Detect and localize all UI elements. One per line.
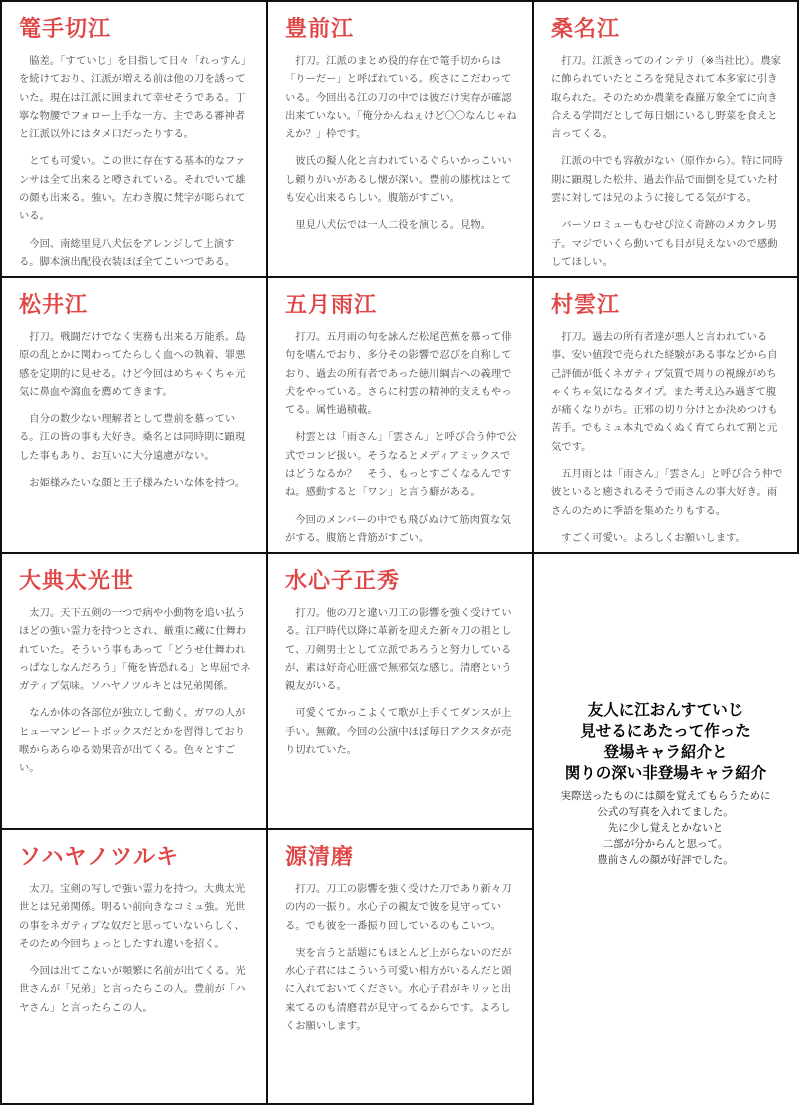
character-description <box>285 52 518 244</box>
description-paragraph: 打刀。他の刀と違い刀工の影響を強く受けている。江戸時代以降に革新を迎えた新々刀の祖として、刀剣男士として立派であろうと努力しているが、素は好奇心旺盛で無邪気な感じ。清磨という親友がいる。 <box>285 607 512 693</box>
character-card-sohaya <box>0 828 268 1105</box>
note-text-line: 豊前さんの顔が好評でした。 <box>597 854 734 866</box>
description-paragraph: 里見八犬伝では一人二役を演じる。見物。 <box>295 219 491 232</box>
note-text-line: 公式の写真を入れてました。 <box>597 806 734 818</box>
description-paragraph: とても可愛い。この世に存在する基本的なファンサは全て出来ると噂されている。それでいて雄の顔も出来る。強い。左わき腹に梵字が彫られている。 <box>19 155 246 223</box>
description-paragraph: お姫様みたいな顔と王子様みたいな体を持つ。 <box>29 477 246 490</box>
description-paragraph: なんか体の各部位が独立して動く。ガワの人がヒューマンビートボックスだとかを習得しており喉からあらゆる効果音が出てくる。色々とすごい。 <box>19 707 246 775</box>
description-paragraph: 脇差。「すていじ」を目指して日々「れっすん」を続けており、江派が増える前は他の刀を誘っていた。現在は江派に囲まれて幸せそうである。丁寧な物腰でフォロー上手な一方、主である審神者と江派以外にはタメ口だったりする。 <box>19 55 251 141</box>
note-text <box>532 788 799 868</box>
character-card-kiyomaro <box>266 828 534 1105</box>
description-paragraph: 今回のメンバーの中でも飛びぬけて筋肉質な気がする。腹筋と背筋がすごい。 <box>285 513 511 544</box>
character-name: ソハヤノツルキ <box>19 845 180 870</box>
description-paragraph: バーソロミューもむせび泣く奇跡のメカクレ男子。マジでいくら動いても目が見えないので感動してほしい。 <box>551 219 778 268</box>
character-card-oodenta <box>0 552 268 830</box>
note-title-line: 登場キャラ紹介と <box>603 743 728 761</box>
character-name: 源清磨 <box>285 845 355 870</box>
description-paragraph: 江派の中でも容赦がない（原作から）。特に同時期に顕現した松井、過去作品で面倒を見ていた村雲に対しては兄のように接してる気がする。 <box>551 155 783 205</box>
character-description <box>285 328 518 554</box>
character-card-buzen <box>266 0 534 278</box>
character-description <box>285 880 518 1044</box>
description-paragraph: 可愛くてかっこよくて歌が上手くてダンスが上手い。無敵。今回の公演中ほぼ毎日アクスタが売り切れていた。 <box>285 707 512 757</box>
character-name: 大典太光世 <box>19 569 135 594</box>
character-name: 五月雨江 <box>285 293 378 318</box>
character-name: 松井江 <box>19 293 89 318</box>
author-note-panel <box>532 552 799 1105</box>
description-paragraph: 自分の数少ない理解者として豊前を慕っている。江の皆の事も大好き。桑名とは同時期に顕現した事もあり、お互いに大分遠慮がない。 <box>19 413 246 462</box>
description-paragraph: 村雲とは「雨さん」「雲さん」と呼び合う仲で公式でコンビ扱い。そうなるとメディアミックスではどうなるか？ そう、もっとすごくなるんですね。感動すると「ワン」と言う癖がある。 <box>285 431 517 499</box>
description-paragraph: 実を言うと話題にもほとんど上がらないのだが水心子君にはこういう可愛い相方がいるんだと頭に入れておいてください。水心子君がキリッと出来てるのも清磨君が見守ってるからです。よろしくお願いします。 <box>285 946 512 1033</box>
character-description <box>551 52 783 278</box>
character-description <box>551 328 783 554</box>
note-text-line: 先に少し覚えとかないと <box>607 822 724 834</box>
description-paragraph: 五月雨とは「雨さん」「雲さん」と呼び合う仲で彼といると癒されるそうで雨さんの事大好き。雨さんのために季語を集めたりもする。 <box>551 468 783 517</box>
description-paragraph: 彼氏の擬人化と言われているぐらいかっこいいし頼りがいがあるし懐が深い。豊前の膝枕はとても安心出来るらしい。腹筋がすごい。 <box>285 155 512 205</box>
character-card-matsui <box>0 276 268 554</box>
character-name: 桑名江 <box>551 17 621 42</box>
description-paragraph: 今回、南総里見八犬伝をアレンジして上演する。脚本演出配役衣装ほぼ全てこいつである。 <box>19 237 236 268</box>
note-text-line: 実際送ったものには顔を覚えてもらうために <box>560 790 771 802</box>
character-description <box>19 604 252 787</box>
character-card-samidare <box>266 276 534 554</box>
character-name: 豊前江 <box>285 17 355 42</box>
character-name: 水心子正秀 <box>285 569 401 594</box>
character-name: 篭手切江 <box>19 17 112 42</box>
description-paragraph: すごく可愛い。よろしくお願いします。 <box>561 531 746 544</box>
character-card-kuwana <box>532 0 799 278</box>
description-paragraph: 打刀。戦闘だけでなく実務も出来る万能系。島原の乱とかに関わってたらしく血への執着、罪悪感を定期的に見せる。けど今回はめちゃくちゃ元気に鼻血や瀉血を薦めてきます。 <box>19 331 246 398</box>
character-card-kotegiri <box>0 0 268 278</box>
note-title-line: 関りの深い非登場キャラ紹介 <box>564 764 767 782</box>
description-paragraph: 今回は出てこないが頻繁に名前が出てくる。光世さんが「兄弟」と言ったらこの人。豊前が「ハヤさん」と言ったらこの人。 <box>19 965 246 1014</box>
character-description <box>19 328 252 501</box>
description-paragraph: 打刀。江派きってのインテリ（※当社比）。農家に飾られていたところを発見されて本多家に引き取られた。そのためか農業を森羅万象全てに向き合える学問だとして毎日畑にいるし野菜を食えと言ってくる。 <box>551 55 782 141</box>
description-paragraph: 太刀。天下五剣の一つで病や小動物を追い払うほどの強い霊力を持つとされ、厳重に蔵に仕舞われていた。そういう事もあって「どうせ仕舞われっぱなしなんだろう」「俺を皆恐れる」と卑屈でネガティブ気味。ソハヤノツルキとは兄弟関係。 <box>19 607 251 693</box>
description-paragraph: 太刀。宝剣の写しで強い霊力を持つ。大典太光世とは兄弟関係。明るい前向きなコミュ強。光世の事をネガティブな奴だと思っていないらしく、そのため今回ちょっとしたすれ違いを招く。 <box>19 883 246 950</box>
description-paragraph: 打刀。過去の所有者達が悪人と言われている事、安い値段で売られた経験がある事などから自己評価が低くネガティブ気質で周りの視線がめちゃくちゃ気になるタイプ。また考え込み過ぎて腹が痛くなりがち。正邪の切り分けとか決めつけも苦手。でもミュ本丸でぬくぬく育てられて割と元気です。 <box>551 331 778 453</box>
description-paragraph: 打刀。江派のまとめ役的存在で篭手切からは「りーだー」と呼ばれている。疾さにこだわっている。今回出る江の刀の中では彼だけ実存が確認出来ていない。「俺分かんねぇけど〇〇なんじゃねえか？」枠です。 <box>285 55 517 141</box>
description-paragraph: 打刀。刀工の影響を強く受けた刀であり新々刀の内の一振り。水心子の親友で彼を見守っている。でも彼を一番振り回しているのもこいつ。 <box>285 883 512 932</box>
character-description <box>285 604 518 768</box>
description-paragraph: 打刀。五月雨の句を詠んだ松尾芭蕉を慕って俳句を嗜んでおり、多分その影響で忍びを自称しており、過去の所有者であった徳川綱吉への義理で犬をやっている。さらに村雲の精神的支えもやってる。属性過積載。 <box>285 331 512 417</box>
character-card-suishinshi <box>266 552 534 830</box>
character-card-murakumo <box>532 276 799 554</box>
character-description <box>19 880 252 1026</box>
note-title <box>532 700 799 784</box>
note-text-line: 二部が分からんと思って。 <box>602 838 729 850</box>
note-title-line: 見せるにあたって作った <box>580 722 751 740</box>
character-name: 村雲江 <box>551 293 621 318</box>
character-description <box>19 52 252 278</box>
note-title-line: 友人に江おんすていじ <box>587 701 744 719</box>
